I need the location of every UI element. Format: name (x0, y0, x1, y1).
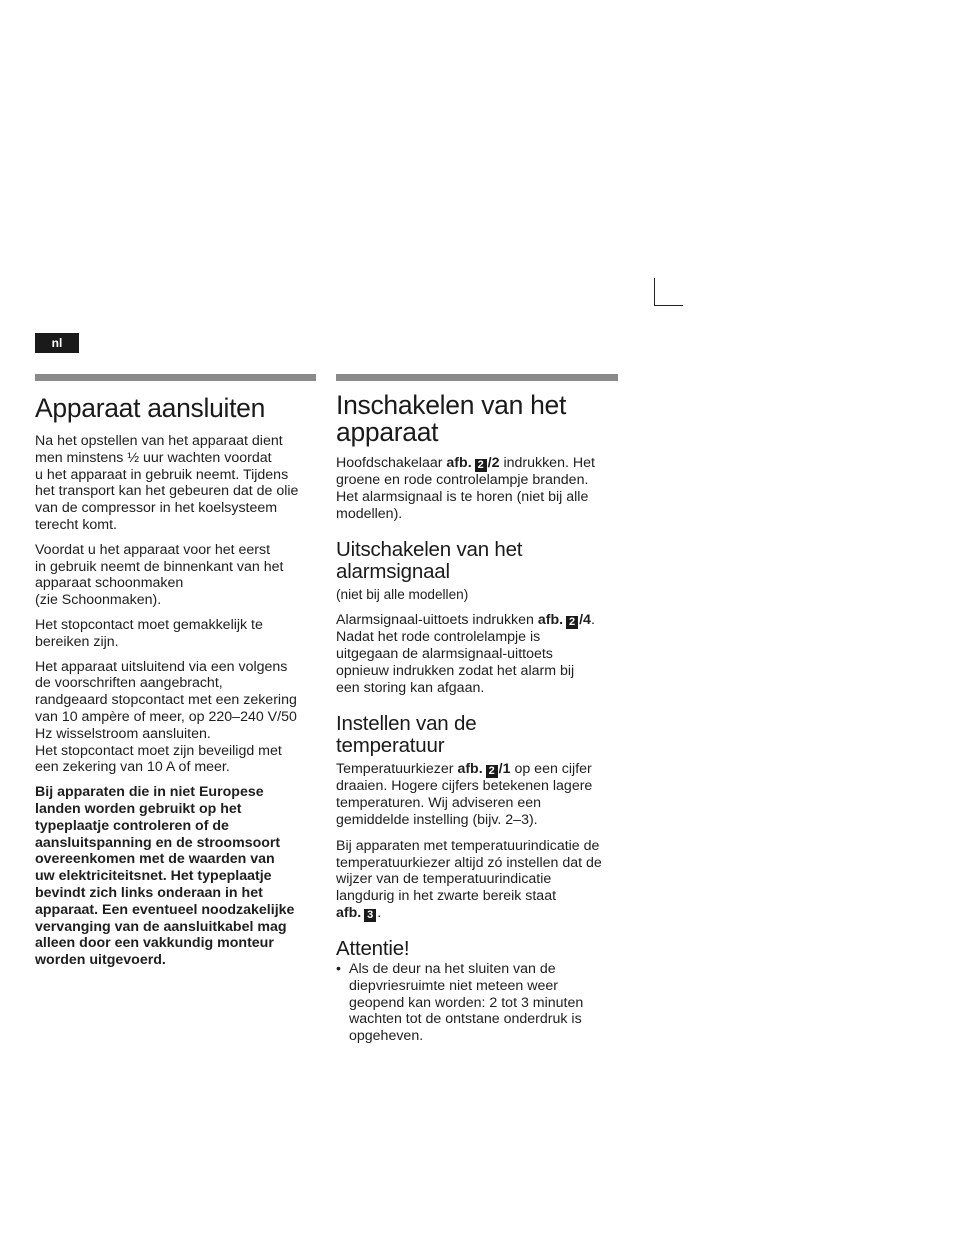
section-title-apparaat-aansluiten: Apparaat aansluiten (35, 393, 266, 423)
text-line: draaien. Hogere cijfers betekenen lagere (336, 778, 593, 795)
bullet-icon: • (336, 960, 341, 977)
text-line: Het stopcontact moet zijn beveiligd met (35, 742, 282, 759)
text-line: het transport kan het gebeuren dat de olie (35, 483, 299, 500)
text-line: gemiddelde instelling (bijv. 2–3). (336, 811, 538, 828)
text-line: alleen door een vakkundig monteur (35, 935, 274, 952)
section-bar (35, 374, 316, 381)
subtitle-uitschakelen-alarm (336, 539, 618, 583)
bullet-item-door (336, 961, 618, 1045)
text-line: Het alarmsignaal is te horen (niet bij alle (336, 488, 589, 505)
paragraph-non-european (35, 784, 316, 969)
section-bar (336, 374, 618, 381)
left-column (35, 374, 316, 969)
text-line: geopend kan worden: 2 tot 3 minuten (349, 994, 584, 1011)
text-line: de voorschriften aangebracht, (35, 675, 223, 692)
text-line: Het stopcontact moet gemakkelijk te (35, 616, 263, 633)
text-line: modellen). (336, 505, 403, 522)
text-line: alarmsignaal (336, 560, 450, 584)
text-line: bevindt zich links onderaan in het (35, 884, 263, 901)
text-line: groene en rode controlelampje branden. (336, 472, 589, 488)
text-line: men minstens ½ uur wachten voordat (35, 449, 272, 466)
paragraph-switch-on: Hoofdschakelaar afb. 2 /2 indrukken. Het groene en rode controlelampje branden. Het alarmsignaal is te horen (niet bij alle modellen). (336, 455, 618, 522)
text-line: in gebruik neemt de binnenkant van het (35, 558, 284, 575)
text-line: Het apparaat uitsluitend via een volgens (35, 658, 288, 675)
text-line: apparaat schoonmaken (35, 575, 184, 592)
text-line: Bij apparaten met temperatuurindicatie de (336, 837, 600, 854)
text-line: randgeaard stopcontact met een zekering (35, 692, 297, 709)
right-column (336, 374, 618, 1045)
text-line: Als de deur na het sluiten van de (349, 960, 556, 977)
note-not-all-models: (niet bij alle modellen) (336, 587, 469, 603)
text-line: apparaat. Een eventueel noodzakelijke (35, 901, 295, 918)
text-line: u het apparaat in gebruik neemt. Tijdens (35, 466, 289, 483)
figure-number-badge: 2 (566, 616, 578, 629)
figure-number-badge: 2 (475, 459, 487, 472)
text-line: uitgegaan de alarmsignaal-uittoets (336, 645, 553, 662)
paragraph-temperature: Temperatuurkiezer afb. 2 /1 op een cijfer draaien. Hogere cijfers betekenen lagere temperaturen. Wij adviseren een gemiddelde instelling (bijv. 2–3). (336, 761, 618, 828)
text-line: apparaat (336, 417, 439, 447)
text-line: Bij apparaten die in niet Europese (35, 784, 264, 801)
text-line: temperatuur (336, 734, 445, 758)
paragraph-wait (35, 433, 316, 534)
section-title-inschakelen (336, 392, 618, 446)
crop-mark (654, 278, 683, 306)
text-line: vervanging van de aansluitkabel mag (35, 918, 287, 935)
paragraph-clean (35, 542, 316, 609)
language-tab: nl (35, 333, 79, 353)
text-line: (zie Schoonmaken). (35, 592, 162, 609)
subtitle-instellen-temperatuur (336, 713, 618, 757)
text-line: landen worden gebruikt op het (35, 800, 242, 817)
text-line: typeplaatje controleren of de (35, 817, 229, 834)
text-line: Na het opstellen van het apparaat dient (35, 433, 283, 449)
text-line: opgeheven. (349, 1028, 424, 1045)
text-line: opnieuw indrukken zodat het alarm bij (336, 662, 575, 679)
text-line: van 10 ampère of meer, op 220–240 V/50 (35, 708, 297, 725)
text-line: Nadat het rode controlelampje is (336, 629, 541, 646)
text-line: uw elektriciteitsnet. Het typeplaatje (35, 868, 272, 885)
text-line: een storing kan afgaan. (336, 679, 485, 696)
text-line: Uitschakelen van het (336, 538, 523, 562)
text-line: aansluitspanning en de stroomsoort (35, 834, 281, 851)
text-line: terecht komt. (35, 516, 118, 533)
subtitle-attentie: Attentie! (336, 936, 410, 960)
paragraph-connect (35, 659, 316, 777)
text-line: van de compressor in het koelsysteem (35, 500, 278, 517)
text-line: diepvriesruimte niet meteen weer (349, 977, 558, 994)
paragraph-socket (35, 617, 316, 651)
text-line: bereiken zijn. (35, 633, 119, 650)
text-line: langdurig in het zwarte bereik staat (336, 888, 557, 905)
text-line: worden uitgevoerd. (35, 952, 166, 969)
text-line: wijzer van de temperatuurindicatie (336, 871, 552, 888)
text-line: overeenkomen met de waarden van (35, 851, 275, 868)
paragraph-temperature-indicator: Bij apparaten met temperatuurindicatie de temperatuurkiezer altijd zó instellen dat de wijzer van de temperatuurindicatie langdurig in het zwarte bereik staat afb. 3 . (336, 838, 618, 922)
text-line: temperaturen. Wij adviseren een (336, 795, 542, 812)
text-line: wachten tot de ontstane onderdruk is (349, 1011, 582, 1028)
text-line: temperatuurkiezer altijd zó instellen dat de (336, 854, 602, 871)
paragraph-alarm-off: Alarmsignaal-uittoets indrukken afb. 2 /4. Nadat het rode controlelampje is uitgegaan de alarmsignaal-uittoets opnieuw indrukken zodat het alarm bij een storing kan afgaan. (336, 612, 618, 696)
text-line: Voordat u het apparaat voor het eerst (35, 541, 271, 558)
text-line: Instellen van de (336, 712, 477, 736)
text-line: Hz wisselstroom aansluiten. (35, 725, 211, 742)
figure-number-badge: 2 (486, 765, 498, 778)
text-line: Inschakelen van het (336, 390, 567, 420)
figure-number-badge: 3 (364, 909, 376, 922)
text-line: een zekering van 10 A of meer. (35, 759, 230, 776)
